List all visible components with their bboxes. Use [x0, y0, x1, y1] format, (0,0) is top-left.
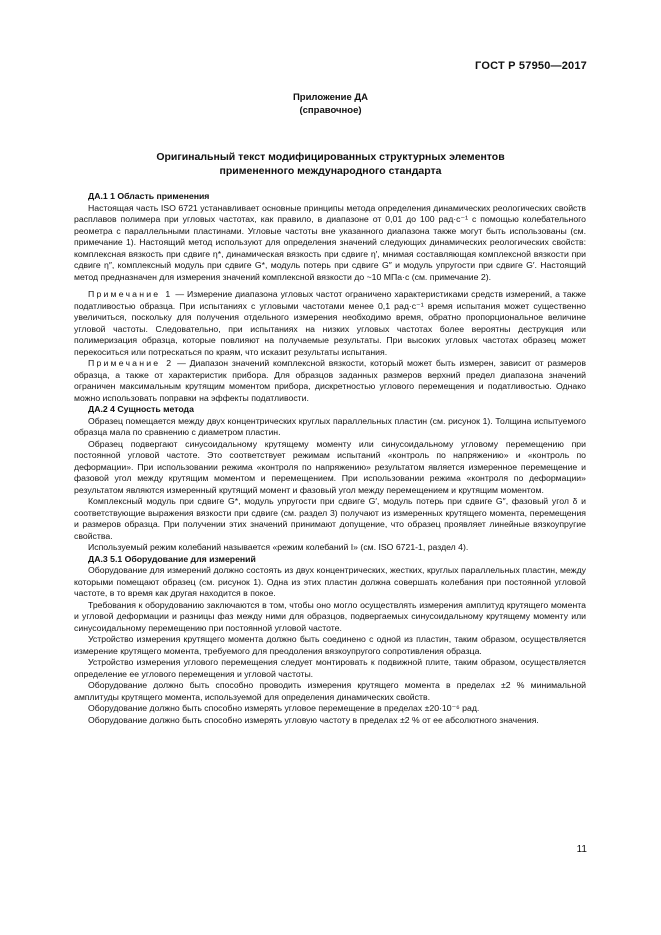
- equipment-paragraph-2: Требования к оборудованию заключаются в том, чтобы оно могло осуществлять измерения амплитуд крутящего момента и угловой деформации и разницы фаз между ними для образцов, подвергаемых синусоидальному крутящему моменту или синусоидальному перемещению при постоянной угловой частоте.: [74, 599, 586, 633]
- annex-title: [0, 91, 661, 117]
- equipment-paragraph-6: Оборудование должно быть способно измерять угловое перемещение в пределах ±20·10⁻⁶ рад.: [88, 703, 480, 713]
- section-heading-scope: ДА.1 1 Область применения: [88, 191, 210, 201]
- note-2-text: — Диапазон значений комплексной вязкости, который может быть измерен, зависит от размеров образца, а также от характеристик прибора. Для образцов заданных размеров верхний предел диапазона значений ограничен максимальным крутящим моментом прибора, дискретностью углового перемещения и податливостью. Однако можно использовать поправки на эффекты податливости.: [74, 358, 586, 403]
- main-title-line-2: примененного международного стандарта: [219, 165, 442, 177]
- note-1-text: — Измерение диапазона угловых частот ограничено характеристиками средств измерений, а также податливостью образца. При испытаниях с угловыми частотами менее 0,1 рад·с⁻¹ время испытания может существенно увеличиться, поскольку для получения отдельного измерения необходимо время, обратно пропорциональное величине угловой частоты. Следовательно, при испытаниях на низких угловых частотах более вероятны деструкция или полимеризация образца, которые повлияют на получаемые результаты. При высоких угловых частотах образец может перекоситься или потрескаться по краям, что исказит результаты испытания.: [74, 289, 586, 357]
- note-1: [74, 289, 586, 358]
- principle-paragraph-3: Комплексный модуль при сдвиге G*, модуль упругости при сдвиге G′, модуль потерь при сдвиге G″, фазовый угол δ и соответствующие выражения вязкости при сдвиге (см. раздел 3) получают из измеренных крутящего момента, перемещения и размеров образца. При получении этих значений принимают допущение, что образец проявляет линейные вязкоупругие свойства.: [74, 496, 586, 541]
- annex-type: (справочное): [299, 105, 362, 116]
- equipment-paragraph-7: Оборудование должно быть способно измерять угловую частоту в пределах ±2 % от ее абсолютного значения.: [88, 714, 539, 725]
- principle-paragraph-2: Образец подвергают синусоидальному крутящему моменту или синусоидальному угловому перемещению при постоянной угловой частоте. Это соответствует режимам испытаний «контроль по напряжению» и «контроль по деформации». При использовании режима «контроля по напряжению» результатом является измеренное перемещение и фазовой угол между крутящим моментом и перемещением. При использовании режима «контроля по деформации» результатом являются измеренный крутящий момент и фазовый угол между перемещением и крутящим моментом.: [74, 438, 586, 495]
- page-number: 11: [576, 844, 587, 855]
- standard-code: ГОСТ Р 57950—2017: [475, 60, 587, 72]
- document-body: [74, 191, 586, 726]
- principle-paragraph-4: Используемый режим колебаний называется «режим колебаний I» (см. ISO 6721-1, раздел 4).: [88, 542, 469, 552]
- equipment-paragraph-5: Оборудование должно быть способно проводить измерения крутящего момента в пределах ±2 % минимальной амплитуды крутящего момента, используемой для определения динамических свойств.: [74, 680, 586, 702]
- equipment-paragraph-4: Устройство измерения углового перемещения следует монтировать к подвижной плите, таким образом, осуществляется определение ее углового перемещения и угловой частоты.: [74, 657, 586, 679]
- equipment-paragraph-3: Устройство измерения крутящего момента должно быть соединено с одной из пластин, таким образом, осуществляется измерение крутящего момента, требуемого для преодоления вязкоупругого сопротивления образца.: [74, 634, 586, 656]
- main-title-line-1: Оригинальный текст модифицированных структурных элементов: [156, 151, 505, 163]
- main-title: [0, 150, 661, 178]
- note-1-label: Примечание 1: [88, 289, 173, 299]
- equipment-paragraph-1: Оборудование для измерений должно состоять из двух концентрических, жестких, круглых параллельных пластин, между которыми помещают образец (см. рисунок 1). Одна из этих пластин должна совершать колебания при постоянной угловой частоте, в то время как другая находится в покое.: [74, 565, 586, 598]
- section-heading-equipment: ДА.3 5.1 Оборудование для измерений: [88, 553, 256, 564]
- annex-label: Приложение ДА: [292, 92, 369, 103]
- section-heading-principle: ДА.2 4 Сущность метода: [88, 404, 194, 414]
- principle-paragraph-1: Образец помещается между двух концентрических круглых параллельных пластин (см. рисунок 1). Толщина испытуемого образца мала по сравнению с диаметром пластин.: [74, 415, 586, 437]
- scope-paragraph: Настоящая часть ISO 6721 устанавливает основные принципы метода определения динамических реологических свойств расплавов полимера при угловых частотах, как правило, в диапазоне от 0,01 до 100 рад·с⁻¹ с помощью колебательного реометра с параллельными пластинами. Угловые частоты вне указанного диапазона также могут быть использованы (см. примечание 1). Настоящий метод используют для определения значений следующих динамических реологических свойств: комплексная вязкость при сдвиге η*, динамическая вязкость при сдвиге η′, мнимая составляющая комплексной вязкости при сдвиге η″, комплексный модуль при сдвиге G*, модуль потерь при сдвиге G″ и модуль упругости при сдвиге G′. Настоящий метод предназначен для измерения значений комплексной вязкости до ~10 МПа·с (см. примечание 2).: [74, 202, 586, 282]
- note-2: [74, 358, 586, 404]
- note-2-label: Примечание 2: [88, 358, 174, 368]
